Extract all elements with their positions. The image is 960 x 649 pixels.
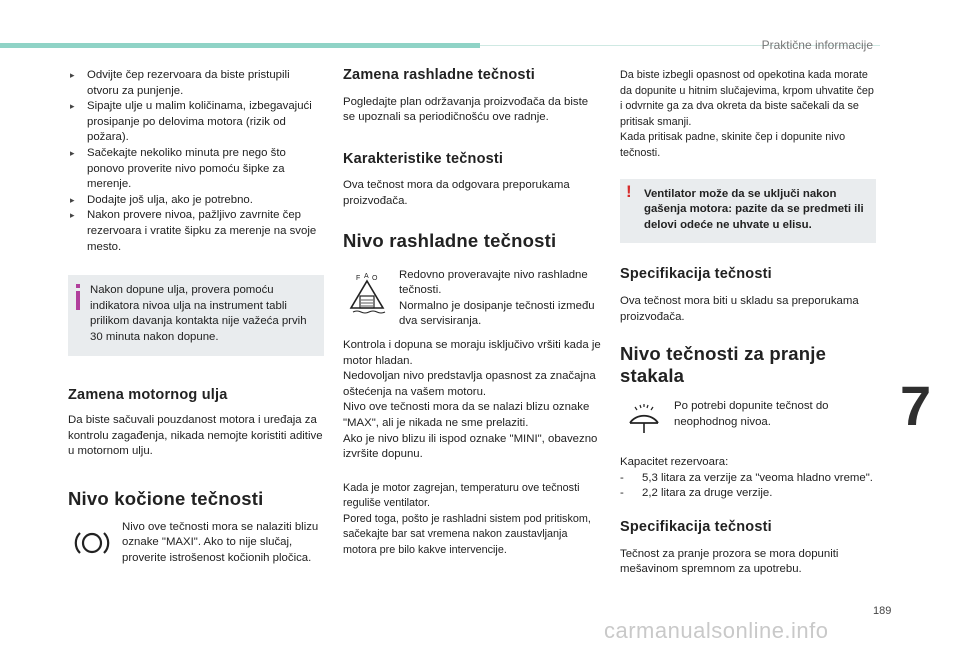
brake-fluid-text: Nivo ove tečnosti mora se nalaziti blizu oznake "MAXI". Ako to nije slučaj, proverite istrošenost kočionih pločica. [122, 520, 319, 565]
coolant-change-heading: Zamena rashladne tečnosti [343, 67, 535, 83]
header-accent-bar [0, 43, 480, 48]
brake-warning-icon [68, 520, 116, 558]
washer-fluid-heading: Nivo tečnosti za pranje stakala [620, 343, 827, 387]
burn-warning-text: Da biste izbegli opasnost od opekotina kada morate da dopunite u hitnim slučajevima, krpom uhvatite čep i odvrnite ga za dva okreta da biste sačekali da se pritisak smanji. Kada pritisak padne, skinite čep i dopunite nivo tečnosti. [620, 69, 874, 159]
list-item: ▸ Nakon provere nivoa, pažljivo zavrnite čep rezervoara i vratite šipku za merenje na svoje mesto. [68, 208, 324, 255]
motor-oil-heading: Zamena motornog ulja [68, 386, 228, 403]
list-item: - 5,3 litara za verzije za "veoma hladno vreme". [620, 471, 876, 487]
hot-engine-text: Kada je motor zagrejan, temperaturu ove tečnosti reguliše ventilator. Pored toga, pošto je rashladni sistem pod pritiskom, sačekajte bar sat vremena nakon zaustavljanja motora pre bilo kakve intervencije. [343, 481, 591, 557]
list-item: ▸ Sačekajte nekoliko minuta pre nego što ponovo proverite nivo pomoću šipke za merenje. [68, 146, 324, 193]
watermark: carmanualsonline.info [604, 618, 829, 643]
warning-icon: ! [626, 181, 632, 201]
fluid-characteristics-heading: Karakteristike tečnosti [343, 150, 504, 167]
list-item: ▸ Sipajte ulje u malim količinama, izbegavajući prosipanje po delovima motora (rizik od požara). [68, 99, 324, 146]
page-number: 189 [873, 605, 892, 617]
column-right [620, 68, 876, 578]
coolant-check-text: Kontrola i dopuna se moraju isključivo vršiti kada je motor hladan. Nedovoljan nivo predstavlja opasnost za značajna oštećenja na vašem motoru. Nivo ove tečnosti mora da se nalazi blizu oznake "MAX", ali je nikada ne sme prelaziti. Ako je nivo blizu ili ispod oznake "MINI", obavezno izvršite dopunu. [343, 338, 601, 461]
warning-note [620, 179, 876, 244]
capacity-list [620, 471, 876, 502]
info-note-text: Nakon dopune ulja, provera pomoću indikatora nivoa ulja na instrument tabli prilikom davanja kontakta nije važeća prvih 30 minuta nakon dopune. [90, 284, 307, 343]
chapter-number: 7 [900, 374, 932, 437]
coolant-level-icon-text: Redovno proveravajte nivo rashladne tečnosti. Normalno je dosipanje tečnosti između dva servisiranja. [399, 268, 595, 328]
washer-icon [620, 399, 668, 437]
capacity-label: Kapacitet rezervoara: [620, 456, 729, 469]
coolant-icon-o: O [372, 274, 378, 282]
column-left [68, 68, 324, 567]
coolant-level-heading: Nivo rashladne tečnosti [343, 229, 557, 251]
coolant-icon-a: A [364, 272, 369, 280]
fluid-characteristics-text: Ova tečnost mora da odgovara preporukama proizvođača. [343, 179, 570, 207]
section-title: Praktične informacije [761, 38, 873, 52]
coolant-icon-f: F [356, 274, 361, 282]
column-middle [343, 68, 601, 559]
motor-oil-text: Da biste sačuvali pouzdanost motora i uređaja za kontrolu zagađenja, nikada nemojte koristiti aditive u motornom ulju. [68, 414, 323, 458]
washer-fluid-row [620, 399, 876, 437]
coolant-change-text: Pogledajte plan održavanja proizvođača da biste se upoznali sa periodičnošću ove radnje. [343, 95, 589, 124]
info-note [68, 275, 324, 355]
coolant-level-row [343, 268, 601, 330]
list-item: ▸ Odvijte čep rezervoara da biste pristupili otvoru za punjenje. [68, 68, 324, 99]
fluid-spec-heading: Specifikacija tečnosti [620, 266, 772, 283]
fluid-spec-text: Ova tečnost mora biti u skladu sa preporukama proizvođača. [620, 294, 859, 323]
washer-spec-heading: Specifikacija tečnosti [620, 518, 772, 535]
washer-spec-text: Tečnost za pranje prozora se mora dopuniti mešavinom spremnom za upotrebu. [620, 547, 839, 576]
brake-fluid-heading: Nivo kočione tečnosti [68, 487, 264, 509]
oil-steps-list [68, 68, 324, 255]
washer-fluid-icon-text: Po potrebi dopunite tečnost do neophodnog nivoa. [674, 400, 829, 428]
warning-note-text: Ventilator može da se uključi nakon gašenja motora: pazite da se predmeti ili delovi odeće ne uhvate u elisu. [644, 187, 864, 231]
list-item: - 2,2 litara za druge verzije. [620, 486, 876, 502]
list-item: ▸ Dodajte još ulja, ako je potrebno. [68, 193, 324, 209]
coolant-icon [343, 268, 391, 316]
info-icon [76, 284, 80, 310]
brake-fluid-row [68, 520, 324, 567]
